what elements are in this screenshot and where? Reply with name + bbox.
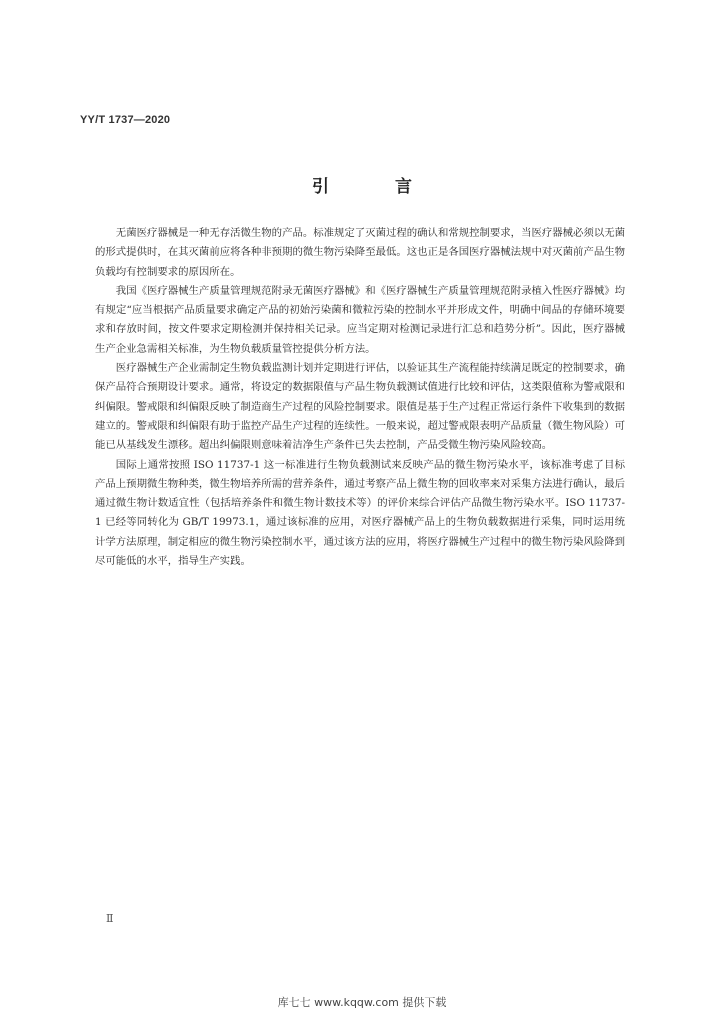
page-title: 引 言 (312, 177, 442, 197)
paragraph: 医疗器械生产企业需制定生物负载监测计划并定期进行评估，以验证其生产流程能持续满足既定的控制要求，确保产品符合预期设计要求。通常，将设定的数据限值与产品生物负载测试值进行比较和评估，这类限值称为警戒限和纠偏限。警戒限和纠偏限反映了制造商生产过程的风险控制要求。限值是基于生产过程正常运行条件下收集到的数据建立的。警戒限和纠偏限有助于监控产品生产过程的连续性。一般来说，超过警戒限表明产品质量（微生物风险）可能已从基线发生漂移。超出纠偏限则意味着洁净生产条件已失去控制，产品受微生物污染风险较高。 (95, 362, 625, 452)
document-code: YY/T 1737—2020 (80, 114, 171, 126)
paragraph: 国际上通常按照 ISO 11737-1 这一标准进行生物负载测试来反映产品的微生物污染水平，该标准考虑了目标产品上预期微生物种类，微生物培养所需的营养条件，通过考察产品上微生物的回收率来对采集方法进行确认，最后通过微生物计数适宜性（包括培养条件和微生物计数技术等）的评价来综合评估产品微生物污染水平。ISO 11737-1 已经等同转化为 GB/T 19973.1，通过该标准的应用，对医疗器械产品上的生物负载数据进行采集，同时运用统计学方法原理，制定相应的微生物污染控制水平，通过该方法的应用，将医疗器械生产过程中的微生物污染风险降到尽可能低的水平，指导生产实践。 (95, 458, 625, 568)
paragraph: 我国《医疗器械生产质量管理规范附录无菌医疗器械》和《医疗器械生产质量管理规范附录植入性医疗器械》均有规定“应当根据产品质量要求确定产品的初始污染菌和微粒污染的控制水平并形成文件，明确中间品的存储环境要求和存放时间，按文件要求定期检测并保持相关记录。应当定期对检测记录进行汇总和趋势分析”。因此，医疗器械生产企业急需相关标准，为生物负载质量管控提供分析方法。 (95, 284, 625, 355)
paragraph: 无菌医疗器械是一种无存活微生物的产品。标准规定了灭菌过程的确认和常规控制要求，当医疗器械必须以无菌的形式提供时，在其灭菌前应将各种非预期的微生物污染降至最低。这也正是各国医疗器械法规中对灭菌前产品生物负载均有控制要求的原因所在。 (95, 227, 625, 278)
page-number: Ⅱ (106, 912, 114, 925)
body-text (95, 224, 625, 571)
download-watermark: 库七七 www.kqqw.com 提供下载 (277, 996, 447, 1009)
